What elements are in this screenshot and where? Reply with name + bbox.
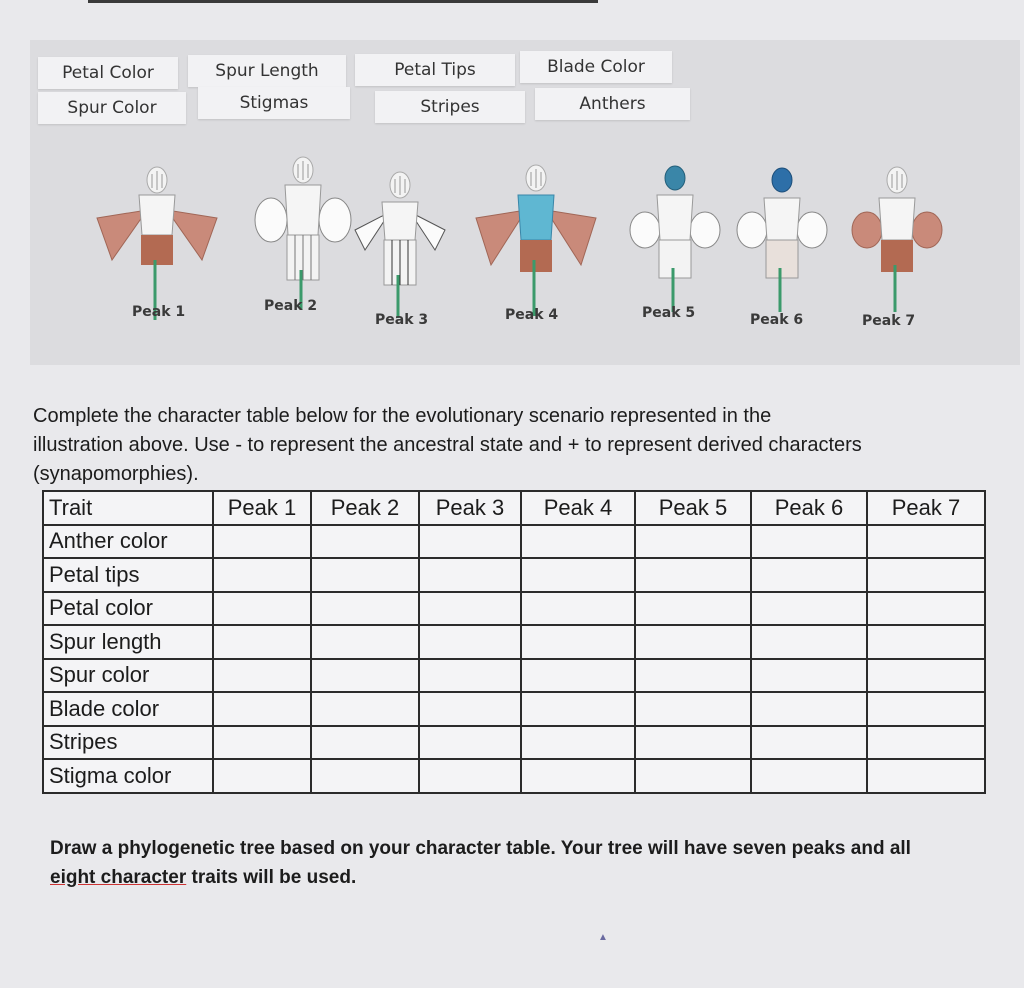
- character-cell[interactable]: [311, 726, 419, 760]
- character-cell[interactable]: [419, 726, 521, 760]
- character-cell[interactable]: [213, 659, 311, 693]
- peak-label-3: Peak 3: [375, 312, 429, 328]
- table-row: [43, 759, 985, 793]
- character-cell[interactable]: [751, 525, 867, 559]
- flower-peak-3: [355, 172, 445, 318]
- character-cell[interactable]: [213, 692, 311, 726]
- character-cell[interactable]: [521, 692, 635, 726]
- character-table: [42, 490, 986, 794]
- flower-peak-1: [97, 167, 217, 320]
- character-cell[interactable]: [521, 759, 635, 793]
- tag-spur-length: Spur Length: [188, 55, 346, 87]
- character-cell[interactable]: [751, 726, 867, 760]
- character-cell[interactable]: [867, 659, 985, 693]
- peak-label-1: Peak 1: [132, 304, 186, 320]
- character-cell[interactable]: [635, 525, 751, 559]
- trait-label: Stigma color: [43, 759, 213, 793]
- table-row: [43, 692, 985, 726]
- tag-petal-tips: Petal Tips: [355, 54, 515, 86]
- character-cell[interactable]: [521, 592, 635, 626]
- header-peak-2: Peak 2: [311, 491, 419, 525]
- character-cell[interactable]: [311, 558, 419, 592]
- character-cell[interactable]: [213, 625, 311, 659]
- header-peak-1: Peak 1: [213, 491, 311, 525]
- trait-label: Petal tips: [43, 558, 213, 592]
- tree-instructions-underlined: eight character: [50, 867, 187, 888]
- character-cell[interactable]: [419, 759, 521, 793]
- character-cell[interactable]: [867, 558, 985, 592]
- header-peak-7: Peak 7: [867, 491, 985, 525]
- header-peak-5: Peak 5: [635, 491, 751, 525]
- character-cell[interactable]: [213, 525, 311, 559]
- tag-stigmas: Stigmas: [198, 87, 350, 119]
- table-row: [43, 625, 985, 659]
- character-cell[interactable]: [521, 558, 635, 592]
- peak-label-6: Peak 6: [750, 312, 804, 328]
- character-cell[interactable]: [635, 558, 751, 592]
- character-cell[interactable]: [311, 592, 419, 626]
- character-cell[interactable]: [311, 525, 419, 559]
- trait-label: Anther color: [43, 525, 213, 559]
- tag-anthers: Anthers: [535, 88, 690, 120]
- character-cell[interactable]: [213, 592, 311, 626]
- character-cell[interactable]: [867, 525, 985, 559]
- character-cell[interactable]: [867, 726, 985, 760]
- table-row: [43, 726, 985, 760]
- table-row: [43, 659, 985, 693]
- character-cell[interactable]: [311, 659, 419, 693]
- character-cell[interactable]: [867, 592, 985, 626]
- character-cell[interactable]: [751, 558, 867, 592]
- tag-petal-color: Petal Color: [38, 57, 178, 89]
- character-cell[interactable]: [751, 592, 867, 626]
- trait-label: Spur length: [43, 625, 213, 659]
- character-cell[interactable]: [751, 759, 867, 793]
- character-cell[interactable]: [213, 558, 311, 592]
- flower-peak-7: [852, 167, 942, 312]
- instructions-line-2: illustration above. Use - to represent the ancestral state and + to represent derived characters: [33, 434, 862, 456]
- character-cell[interactable]: [635, 692, 751, 726]
- instructions: [33, 402, 983, 489]
- header-peak-4: Peak 4: [521, 491, 635, 525]
- character-cell[interactable]: [521, 659, 635, 693]
- character-cell[interactable]: [419, 558, 521, 592]
- character-cell[interactable]: [867, 759, 985, 793]
- trait-label: Blade color: [43, 692, 213, 726]
- header-trait: Trait: [43, 491, 213, 525]
- table-row: [43, 592, 985, 626]
- tag-spur-color: Spur Color: [38, 92, 186, 124]
- character-cell[interactable]: [311, 759, 419, 793]
- peak-label-7: Peak 7: [862, 313, 916, 329]
- character-cell[interactable]: [213, 759, 311, 793]
- flower-peak-6: [737, 168, 827, 312]
- character-cell[interactable]: [751, 625, 867, 659]
- character-cell[interactable]: [867, 625, 985, 659]
- tree-instructions-end: traits will be used.: [186, 867, 357, 888]
- flower-peak-5: [630, 166, 720, 312]
- tag-blade-color: Blade Color: [520, 51, 672, 83]
- tree-instructions: [50, 834, 990, 892]
- trait-label: Spur color: [43, 659, 213, 693]
- tree-instructions-text: Draw a phylogenetic tree based on your character table. Your tree will have seven peaks and all: [50, 838, 911, 859]
- character-cell[interactable]: [419, 692, 521, 726]
- top-rule: [88, 0, 598, 3]
- character-cell[interactable]: [635, 592, 751, 626]
- character-cell[interactable]: [311, 692, 419, 726]
- header-peak-3: Peak 3: [419, 491, 521, 525]
- header-peak-6: Peak 6: [751, 491, 867, 525]
- instructions-line-1: Complete the character table below for the evolutionary scenario represented in the: [33, 405, 772, 427]
- character-cell[interactable]: [751, 659, 867, 693]
- character-cell[interactable]: [635, 726, 751, 760]
- table-row: [43, 525, 985, 559]
- flower-peak-4: [476, 165, 596, 316]
- flower-peak-2: [255, 157, 351, 310]
- peak-label-2: Peak 2: [264, 298, 318, 314]
- character-cell[interactable]: [419, 625, 521, 659]
- peak-label-5: Peak 5: [642, 305, 696, 321]
- character-cell[interactable]: [521, 625, 635, 659]
- character-cell[interactable]: [751, 692, 867, 726]
- trait-label: Stripes: [43, 726, 213, 760]
- table-header-row: [43, 491, 985, 525]
- character-cell[interactable]: [213, 726, 311, 760]
- character-cell[interactable]: [419, 659, 521, 693]
- character-cell[interactable]: [521, 525, 635, 559]
- character-cell[interactable]: [419, 525, 521, 559]
- mouse-cursor-icon: ▲: [598, 932, 608, 943]
- peak-label-4: Peak 4: [505, 307, 559, 323]
- character-cell[interactable]: [311, 625, 419, 659]
- character-cell[interactable]: [867, 692, 985, 726]
- character-cell[interactable]: [635, 659, 751, 693]
- character-cell[interactable]: [419, 592, 521, 626]
- trait-label: Petal color: [43, 592, 213, 626]
- character-cell[interactable]: [635, 759, 751, 793]
- character-cell[interactable]: [521, 726, 635, 760]
- instructions-line-3: (synapomorphies).: [33, 463, 199, 485]
- table-row: [43, 558, 985, 592]
- character-cell[interactable]: [635, 625, 751, 659]
- tag-stripes: Stripes: [375, 91, 525, 123]
